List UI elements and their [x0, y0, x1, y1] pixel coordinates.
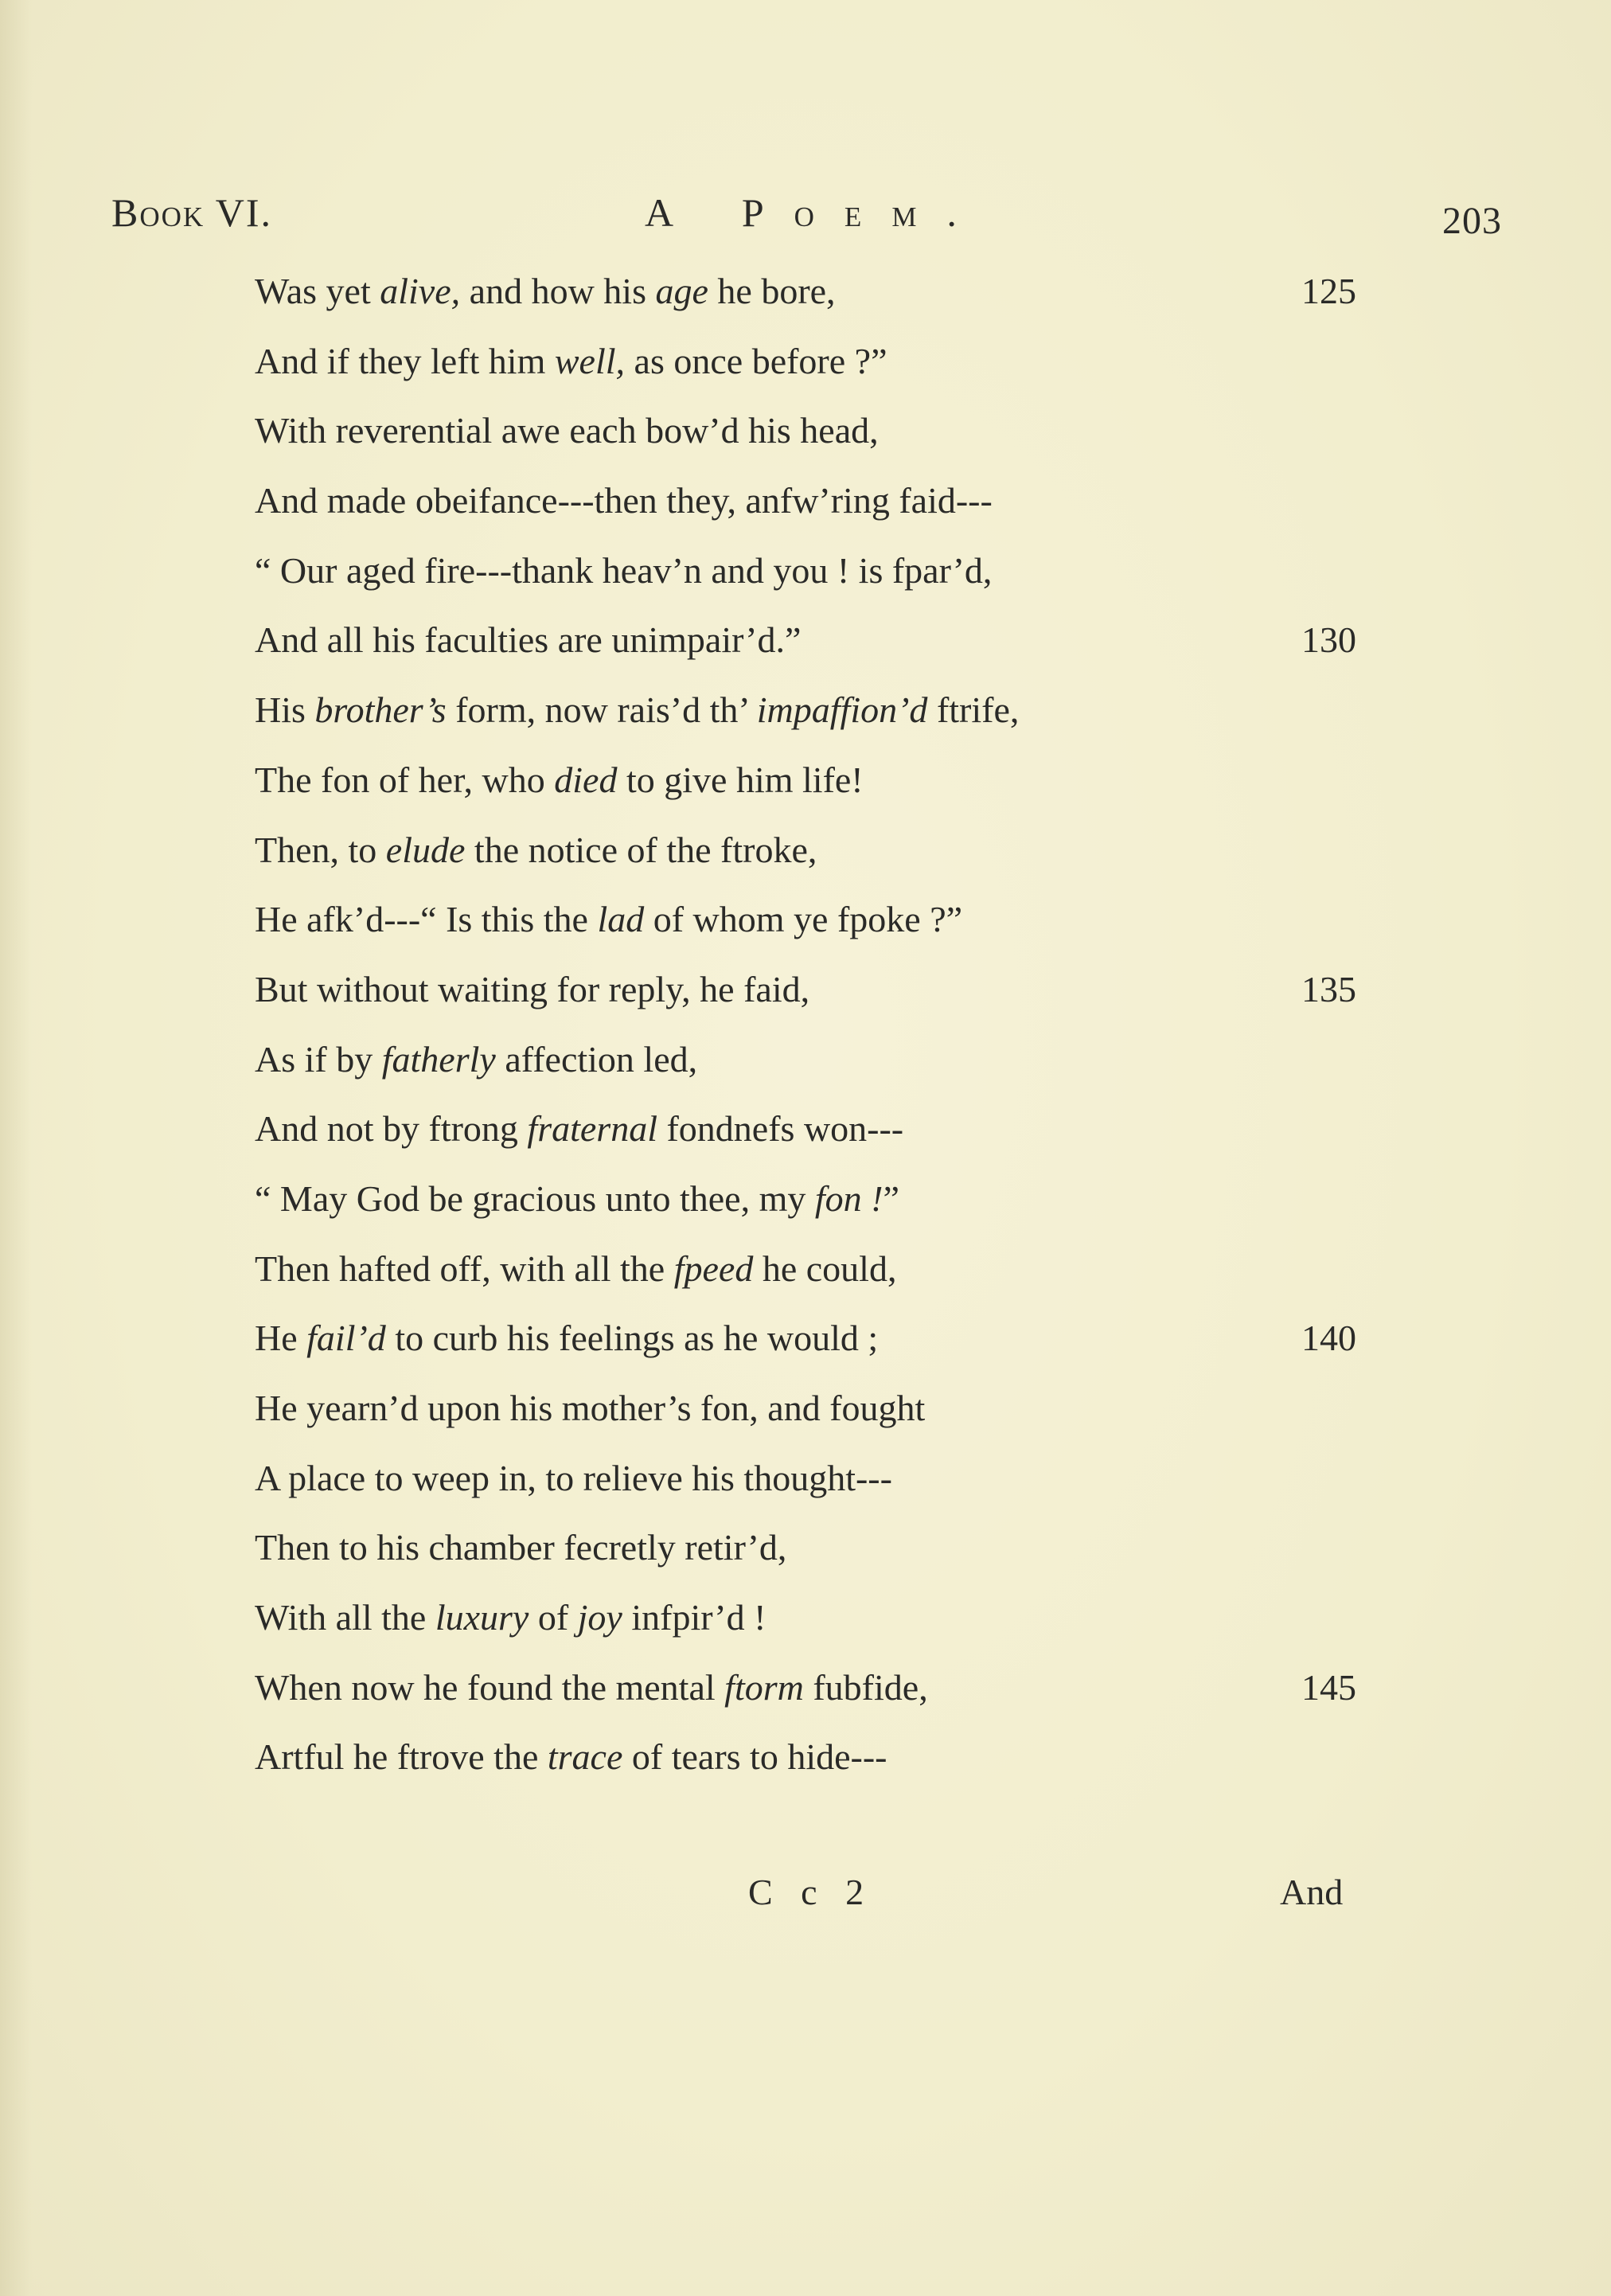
verse-text: A place to weep in, to relieve his thought---	[255, 1457, 892, 1498]
running-header	[0, 189, 1611, 245]
verse-italic-text: joy	[577, 1597, 622, 1638]
verse-text: Was yet	[255, 271, 380, 311]
verse-text: fondnefs won---	[657, 1108, 904, 1150]
verse-text: “ Our aged fire---thank heav’n and you ! is fpar’d,	[255, 549, 993, 591]
verse-text: as once before ?”	[625, 340, 887, 381]
verse-text: the notice of the ftroke,	[465, 829, 817, 870]
verse-line	[255, 1094, 1369, 1164]
verse-italic-text: fraternal	[527, 1108, 657, 1150]
verse-text: Artful he ftrove the	[255, 1736, 548, 1778]
verse-italic-text: alive,	[380, 271, 461, 311]
verse-text: His	[255, 689, 315, 731]
verse-italic-text: fon !	[814, 1177, 884, 1219]
verse-text: form, now rais’d th’	[446, 689, 757, 731]
verse-line	[255, 326, 1369, 396]
verse-italic-text: died	[554, 759, 618, 800]
verse-line	[255, 1722, 1369, 1792]
verse-italic-text: impaffion’d	[756, 689, 928, 731]
verse-line	[255, 1164, 1369, 1234]
line-number: 145	[1301, 1666, 1356, 1708]
verse-text: affection led,	[495, 1038, 698, 1080]
verse-italic-text: fatherly	[381, 1038, 496, 1080]
verse-text: And if they left him	[255, 340, 555, 381]
verse-text: As if by	[255, 1038, 382, 1080]
verse-line	[255, 1025, 1369, 1095]
verse-text: With all the	[255, 1597, 435, 1638]
verse-italic-text: lad	[597, 899, 645, 940]
verse-text: to give him life!	[617, 759, 864, 800]
verse-italic-text: luxury	[435, 1597, 529, 1638]
poem-verses	[255, 256, 1369, 1792]
verse-italic-text: fail’d	[306, 1318, 386, 1359]
verse-line	[255, 605, 1369, 675]
verse-line	[255, 815, 1369, 885]
verse-text: of	[529, 1597, 578, 1638]
page-number: 203	[1442, 200, 1502, 242]
verse-text: He afk’d---“ Is this the	[255, 899, 598, 940]
verse-text: to curb his feelings as he would ;	[385, 1318, 879, 1359]
verse-italic-text: brother’s	[314, 689, 447, 731]
verse-text: of whom ye fpoke ?”	[644, 899, 963, 940]
verse-line	[255, 256, 1369, 326]
verse-line	[255, 1234, 1369, 1304]
verse-line	[255, 536, 1369, 606]
verse-line	[255, 675, 1369, 745]
verse-text: And not by ftrong	[255, 1108, 528, 1150]
verse-text: He yearn’d upon his mother’s fon, and fought	[255, 1388, 926, 1428]
verse-text: fubfide,	[803, 1666, 928, 1708]
verse-text: Then hafted off, with all the	[255, 1248, 674, 1289]
verse-line	[255, 1513, 1369, 1583]
line-number: 140	[1301, 1318, 1356, 1359]
verse-text: With reverential awe each bow’d his head,	[255, 410, 879, 451]
verse-line	[255, 1443, 1369, 1513]
line-number: 135	[1301, 968, 1356, 1009]
verse-line	[255, 1303, 1369, 1373]
verse-line	[255, 745, 1369, 815]
verse-text: and how his	[460, 271, 656, 311]
verse-italic-text: trace	[547, 1736, 623, 1778]
verse-line	[255, 955, 1369, 1025]
verse-line	[255, 1373, 1369, 1443]
verse-text: The fon of her, who	[255, 759, 555, 800]
verse-text: infpir’d !	[622, 1597, 766, 1638]
line-number: 130	[1301, 619, 1356, 661]
verse-text: Then to his chamber fecretly retir’d,	[255, 1527, 787, 1568]
verse-text: He	[255, 1318, 307, 1359]
verse-text: ftrife,	[927, 689, 1020, 731]
verse-italic-text: age	[655, 271, 708, 311]
catchword: And	[1280, 1872, 1344, 1912]
verse-text: he could,	[753, 1248, 897, 1289]
verse-italic-text: elude	[385, 829, 466, 870]
book-label: Book VI.	[111, 190, 273, 235]
page-edge-shadow	[0, 0, 32, 2296]
verse-text: he bore,	[708, 271, 836, 311]
verse-italic-text: fpeed	[673, 1248, 754, 1289]
verse-text: ”	[883, 1177, 899, 1219]
verse-text: Then, to	[255, 829, 386, 870]
line-number: 125	[1301, 271, 1356, 311]
verse-line	[255, 396, 1369, 466]
verse-italic-text: well,	[554, 340, 626, 381]
verse-text: And made obeifance---then they, anfw’ring faid---	[255, 480, 993, 521]
verse-text: When now he found the mental	[255, 1666, 725, 1708]
verse-line	[255, 884, 1369, 955]
verse-text: of tears to hide---	[622, 1736, 887, 1778]
signature-mark: C c 2	[748, 1872, 874, 1912]
running-title: A Poem.	[645, 190, 987, 235]
verse-line	[255, 466, 1369, 536]
verse-text: And all his faculties are unimpair’d.”	[255, 619, 802, 661]
verse-text: But without waiting for reply, he faid,	[255, 968, 810, 1009]
verse-italic-text: ftorm	[724, 1666, 804, 1708]
verse-text: “ May God be gracious unto thee, my	[255, 1177, 815, 1219]
verse-line	[255, 1653, 1369, 1723]
verse-line	[255, 1583, 1369, 1653]
